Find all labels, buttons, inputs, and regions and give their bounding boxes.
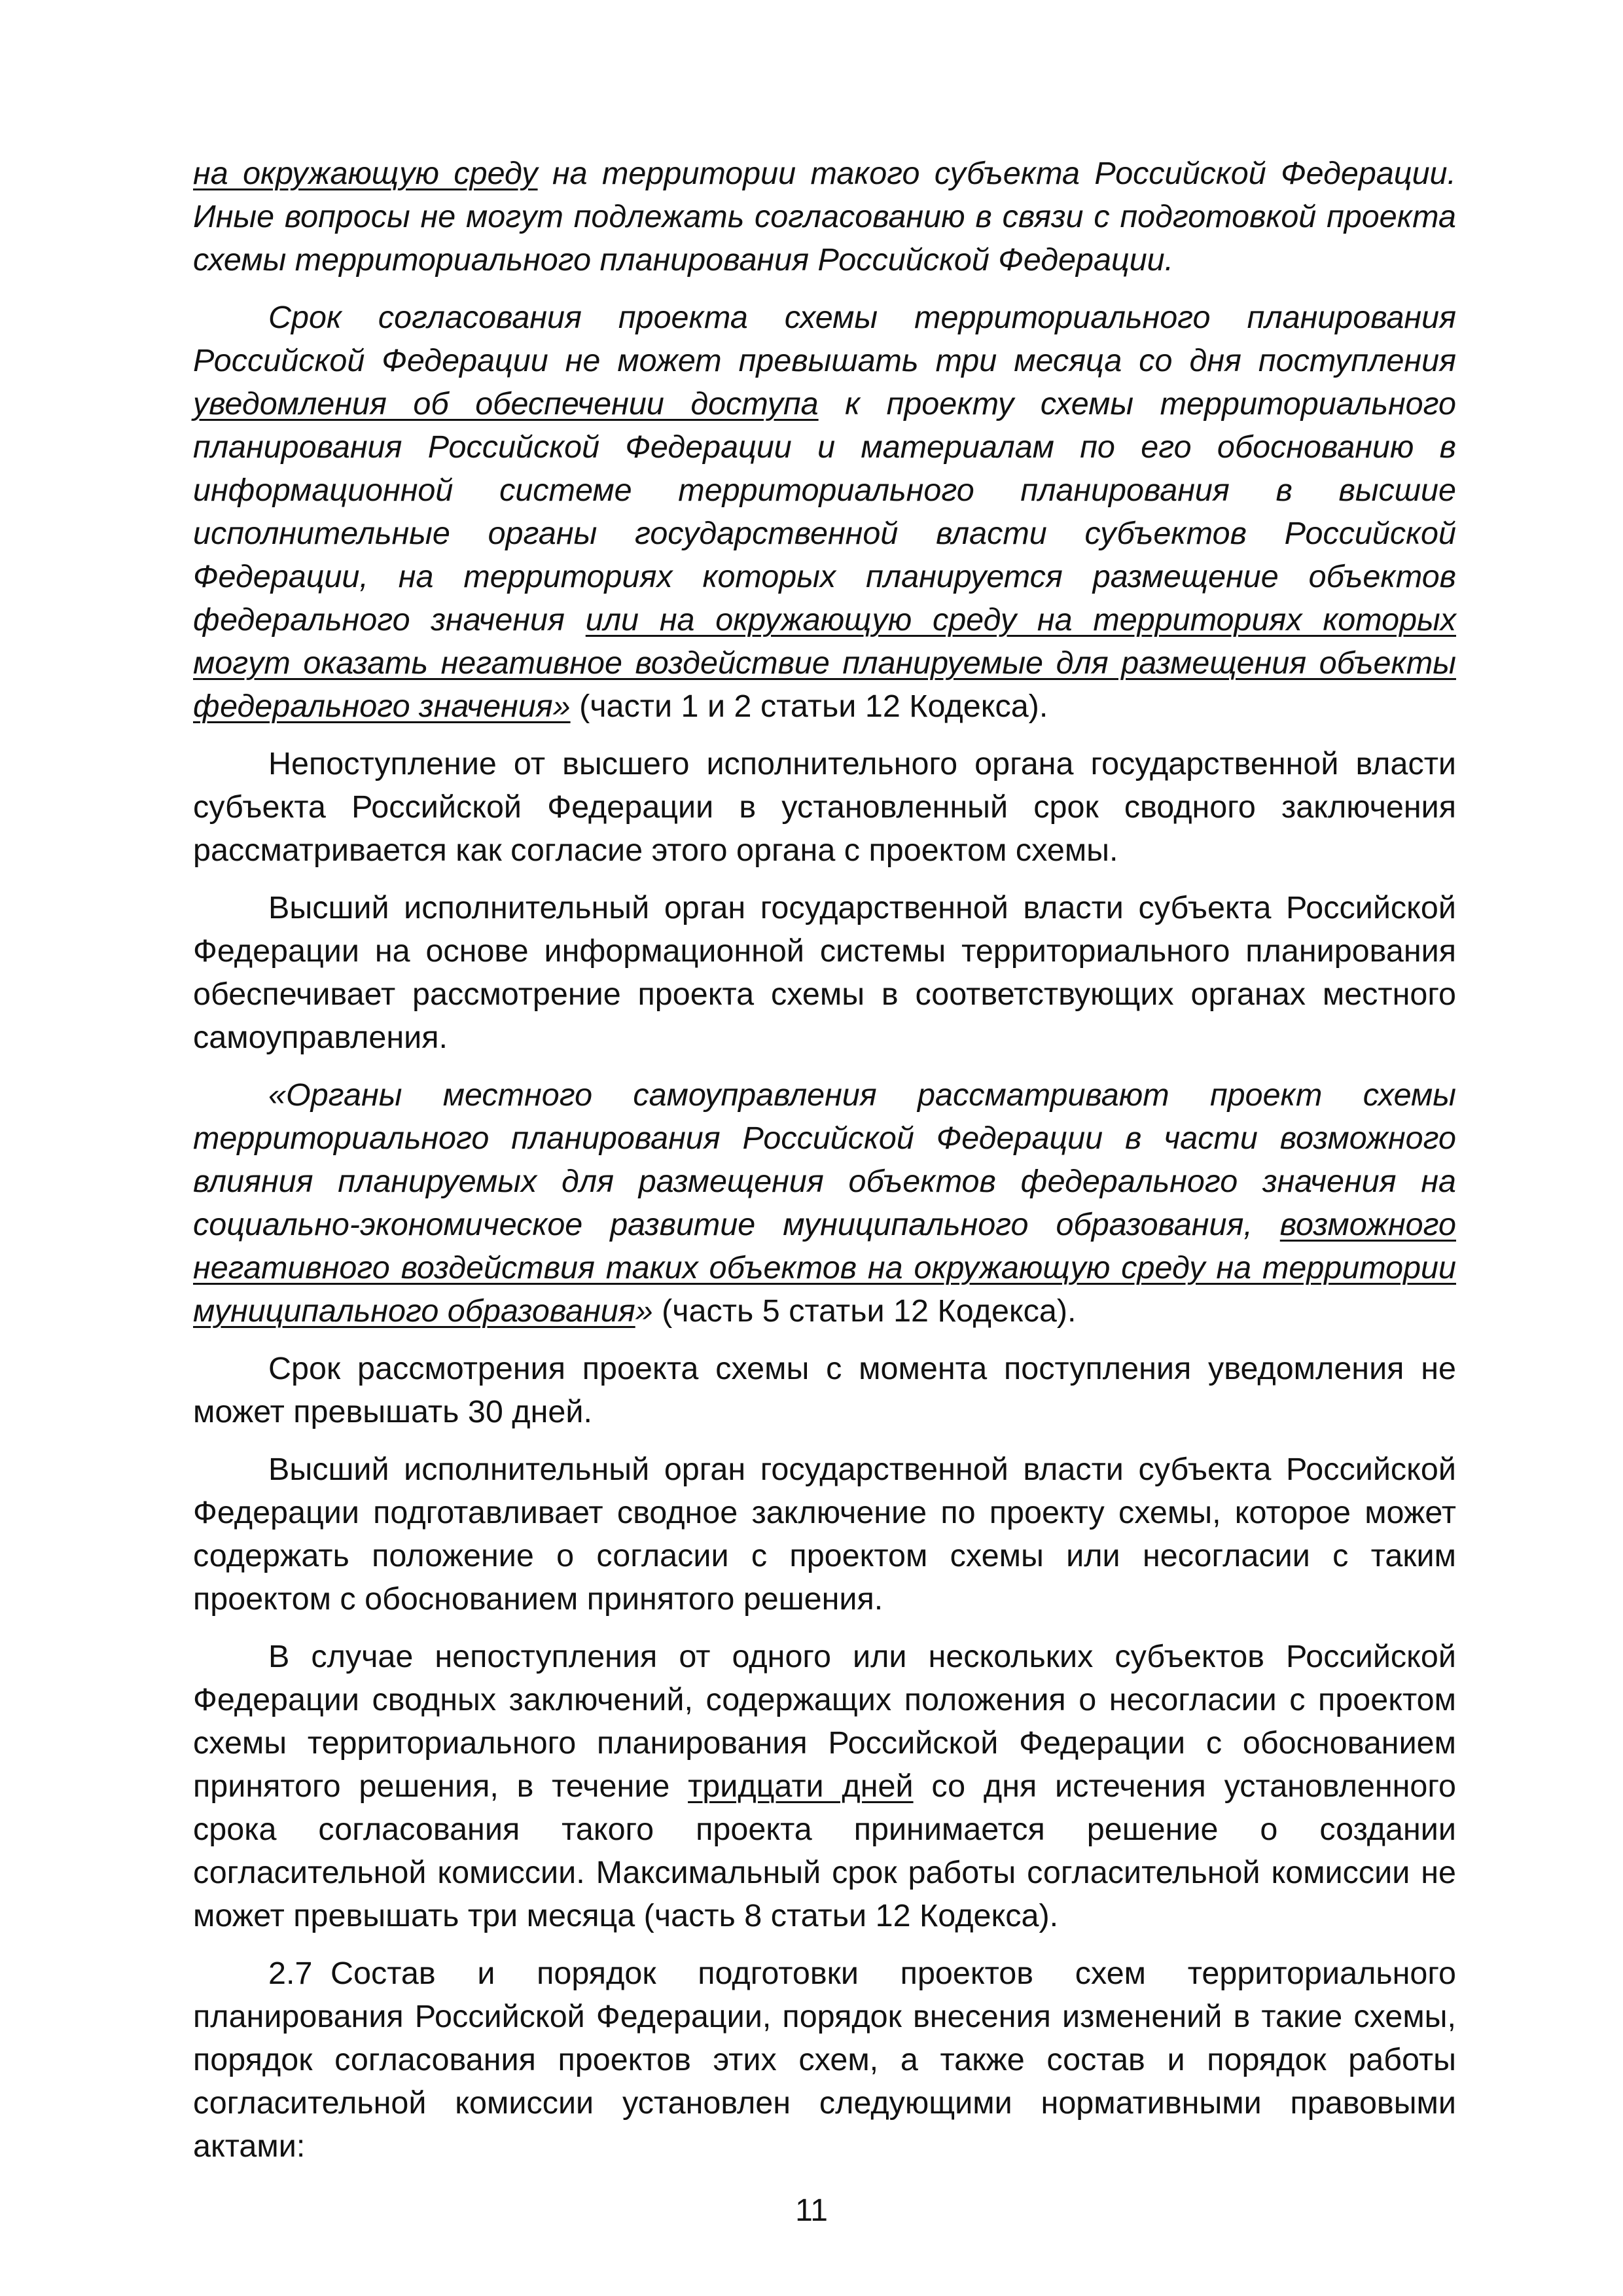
section-2-7 — [193, 1952, 1456, 2168]
closing-quote: » — [635, 1293, 653, 1329]
section-number: 2.7 — [268, 1956, 313, 1991]
document-page — [193, 152, 1456, 2182]
underlined-phrase: уведомления об обеспечении доступа — [193, 386, 819, 422]
paragraph-3: Непоступление от высшего исполнительного органа государственной власти субъекта Российской Федерации в установленный срок сводного заключения рассматривается как согласие этого органа с проектом схемы. — [193, 746, 1456, 868]
citation-text: (части 1 и 2 статьи 12 Кодекса). — [570, 689, 1048, 724]
paragraph-2 — [193, 296, 1456, 728]
paragraph-text: Срок согласования проекта схемы территориального планирования Российской Федерации не может превышать три месяца со дня поступления — [193, 300, 1456, 378]
underlined-phrase: тридцати дней — [688, 1768, 914, 1804]
underlined-phrase: или на окружающую среду на территориях которых могут оказать негативное воздействие планируемые для размещения объекты федерального значения» — [193, 602, 1456, 724]
paragraph-8 — [193, 1635, 1456, 1937]
underlined-phrase: на окружающую среду — [193, 156, 538, 191]
paragraph-text: к проекту схемы территориального планирования Российской Федерации и материалам по его обоснованию в информационной системе территориального планирования в высшие исполнительные органы государственной власти субъектов Российской Федерации, на территориях которых планируется размещение объектов федерального значения — [193, 386, 1456, 637]
paragraph-1 — [193, 152, 1456, 281]
paragraph-text: В случае непоступления от одного или нескольких субъектов Российской Федерации сводных заключений, содержащих положения о несогласии с проектом схемы территориального планирования Российской Федерации с обоснованием принятого решения, в течение — [193, 1639, 1456, 1804]
paragraph-7: Высший исполнительный орган государственной власти субъекта Российской Федерации подготавливает сводное заключение по проекту схемы, которое может содержать положение о согласии с проектом схемы или несогласии с таким проектом с обоснованием принятого решения. — [193, 1452, 1456, 1617]
paragraph-5 — [193, 1073, 1456, 1333]
paragraph-text: «Органы местного самоуправления рассматривают проект схемы территориального планирования Российской Федерации в части возможного влияния планируемых для размещения объектов федерального значения на социально-экономическое развитие муниципального образования, — [193, 1077, 1456, 1242]
paragraph-text: со дня истечения установленного срока согласования такого проекта принимается решение о создании согласительной комиссии. Максимальный срок работы согласительной комиссии не может превышать три месяца (часть 8 статьи 12 Кодекса). — [193, 1768, 1456, 1933]
page-number: 11 — [795, 2193, 828, 2228]
citation-text: (часть 5 статьи 12 Кодекса). — [652, 1293, 1077, 1329]
paragraph-text: на территории такого субъекта Российской Федерации. Иные вопросы не могут подлежать согласованию в связи с подготовкой проекта схемы территориального планирования Российской Федерации. — [193, 156, 1456, 278]
paragraph-4: Высший исполнительный орган государственной власти субъекта Российской Федерации на основе информационной системы территориального планирования обеспечивает рассмотрение проекта схемы в соответствующих органах местного самоуправления. — [193, 890, 1456, 1055]
section-text: Состав и порядок подготовки проектов схем территориального планирования Российской Федерации, порядок внесения изменений в такие схемы, порядок согласования проектов этих схем, а также состав и порядок работы согласительной комиссии установлен следующими нормативными правовыми актами: — [193, 1956, 1456, 2164]
paragraph-6: Срок рассмотрения проекта схемы с момента поступления уведомления не может превышать 30 дней. — [193, 1351, 1456, 1429]
underlined-phrase: возможного негативного воздействия таких объектов на окружающую среду на территории муниципального образования — [193, 1207, 1456, 1329]
